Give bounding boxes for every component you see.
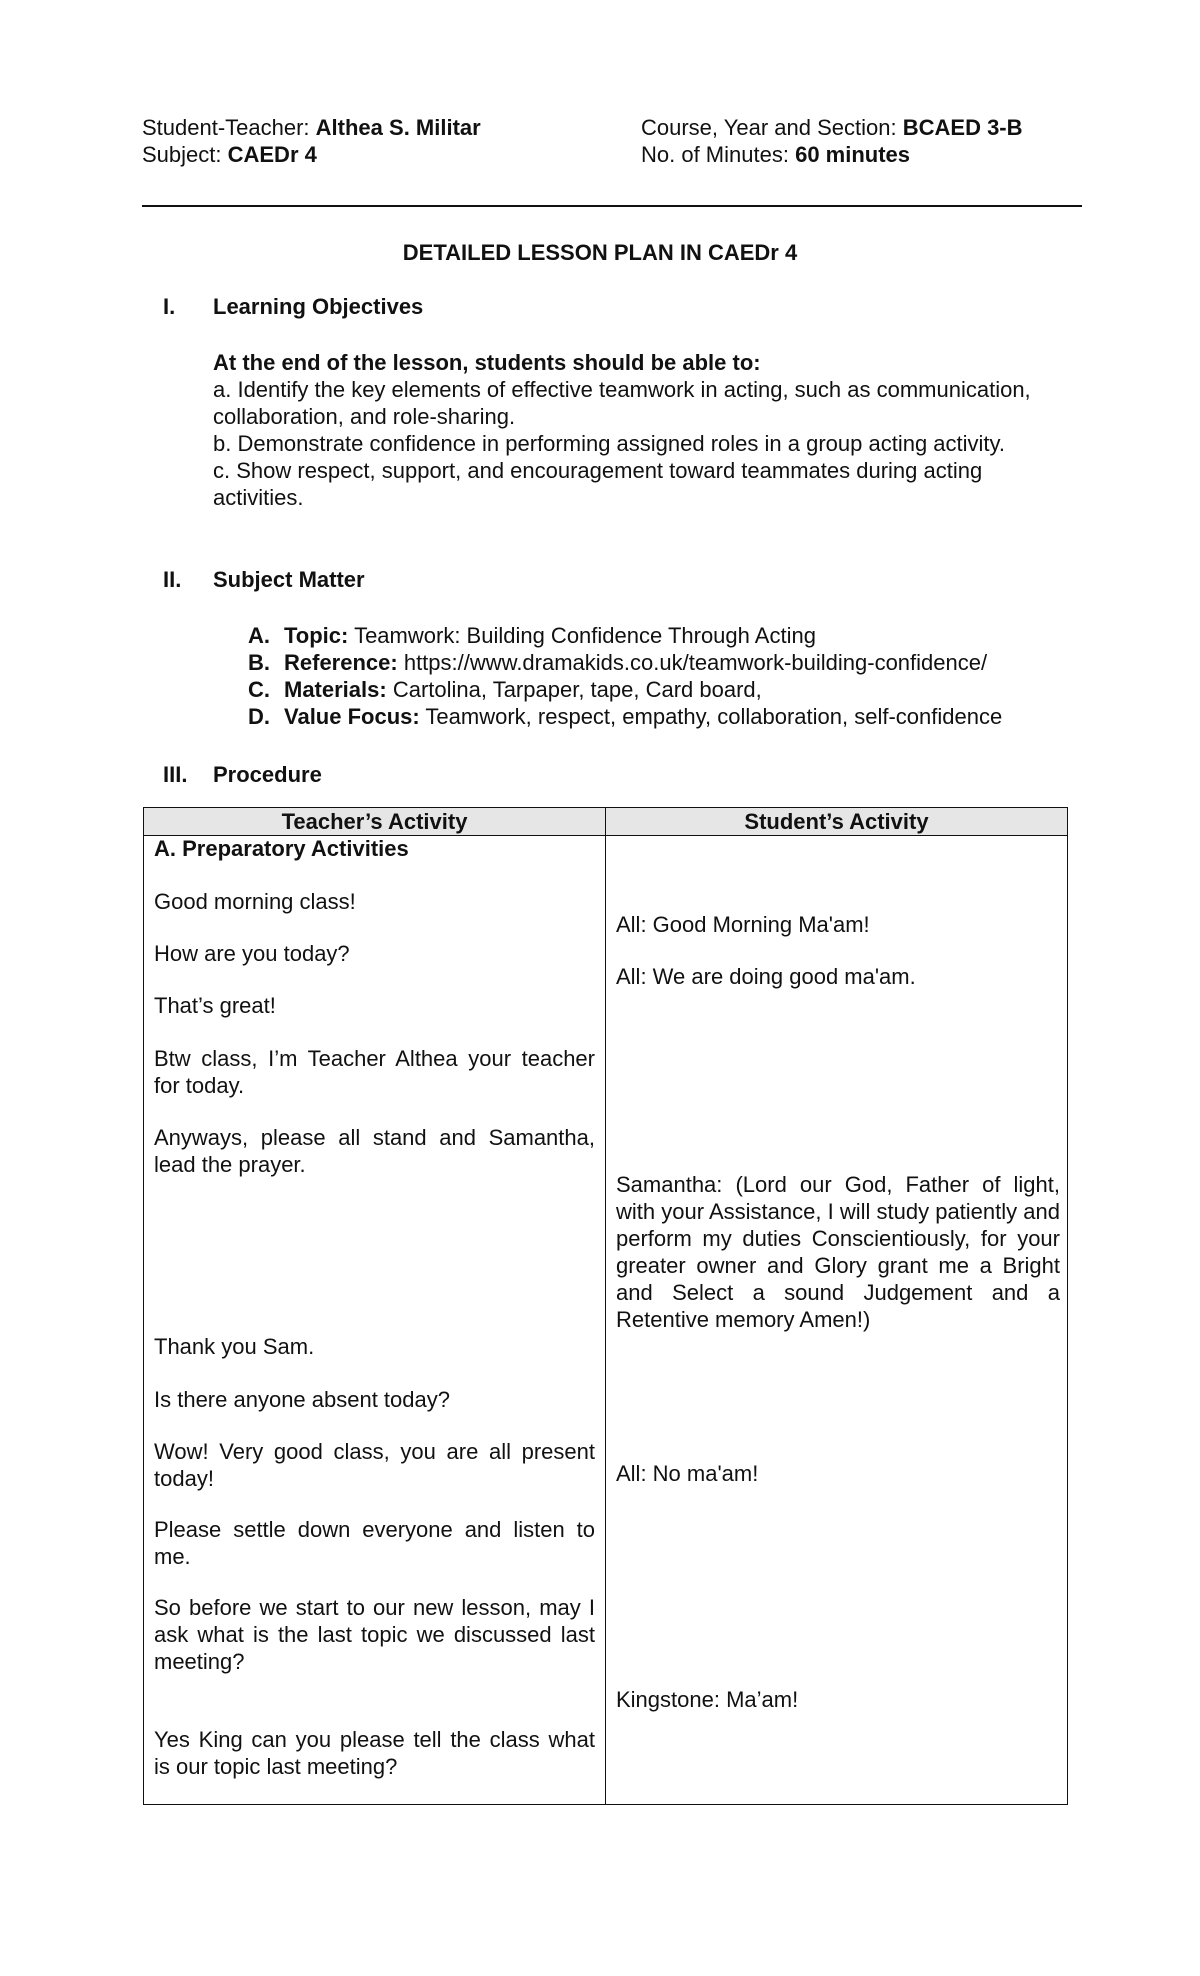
teacher-line: Btw class, I’m Teacher Althea your teacher for today. xyxy=(154,1046,595,1098)
teacher-line: Please settle down everyone and listen to me. xyxy=(154,1517,595,1569)
learning-objectives xyxy=(213,349,1063,511)
subject-matter-item xyxy=(248,676,1002,703)
item-label: Reference: xyxy=(284,650,398,675)
section-two-title: Subject Matter xyxy=(213,567,365,592)
teacher-activity-header: Teacher’s Activity xyxy=(144,808,606,836)
subject-value: CAEDr 4 xyxy=(227,142,317,167)
section-two-number: II. xyxy=(163,567,182,592)
procedure-table xyxy=(143,807,1068,1805)
subject-matter-list xyxy=(248,622,1002,730)
item-value: https://www.dramakids.co.uk/teamwork-building-confidence/ xyxy=(397,650,988,675)
objective-b: b. Demonstrate confidence in performing assigned roles in a group acting activity. xyxy=(213,431,1006,456)
student-line: All: Good Morning Ma'am! xyxy=(616,912,870,937)
section-three-title: Procedure xyxy=(213,762,322,787)
item-letter: C. xyxy=(248,677,270,702)
document-title: DETAILED LESSON PLAN IN CAEDr 4 xyxy=(402,240,798,265)
teacher-line: Wow! Very good class, you are all present today! xyxy=(154,1439,595,1491)
teacher-line: Is there anyone absent today? xyxy=(154,1387,450,1412)
objective-c: c. Show respect, support, and encouragement toward teammates during acting activities. xyxy=(213,458,983,510)
objectives-intro: At the end of the lesson, students should be able to: xyxy=(213,350,761,375)
teacher-line: So before we start to our new lesson, may I ask what is the last topic we discussed last meeting? xyxy=(154,1595,595,1674)
item-label: Topic: xyxy=(284,623,349,648)
course-label: Course, Year and Section: xyxy=(641,115,903,140)
teacher-line: Yes King can you please tell the class what is our topic last meeting? xyxy=(154,1727,595,1779)
section-one-title: Learning Objectives xyxy=(213,294,424,319)
subject-matter-item xyxy=(248,622,1002,649)
teacher-line: Thank you Sam. xyxy=(154,1334,315,1359)
subject-line xyxy=(142,141,317,168)
item-value: Teamwork, respect, empathy, collaboration, self-confidence xyxy=(419,704,1003,729)
course-line xyxy=(641,114,1023,141)
procedure-header-row xyxy=(144,808,1068,836)
item-value: Teamwork: Building Confidence Through Acting xyxy=(348,623,816,648)
teacher-line: That’s great! xyxy=(154,993,276,1018)
preparatory-heading: A. Preparatory Activities xyxy=(154,836,409,861)
minutes-value: 60 minutes xyxy=(795,142,911,167)
minutes-line xyxy=(641,141,910,168)
item-label: Value Focus: xyxy=(284,704,420,729)
student-teacher-label: Student-Teacher: xyxy=(142,115,316,140)
minutes-label: No. of Minutes: xyxy=(641,142,796,167)
student-line: Kingstone: Ma’am! xyxy=(616,1687,799,1712)
objective-a: a. Identify the key elements of effective teamwork in acting, such as communication, collaboration, and role-sharing. xyxy=(213,377,1031,429)
student-teacher-line xyxy=(142,114,481,141)
course-value: BCAED 3-B xyxy=(902,115,1023,140)
section-three-number: III. xyxy=(163,762,188,787)
teacher-line: How are you today? xyxy=(154,941,350,966)
student-prayer: Samantha: (Lord our God, Father of light, with your Assistance, I will study patiently and perform my duties Conscientiously, for your greater owner and Glory grant me a Bright and Select a sound Judgement and a Retentive memory Amen!) xyxy=(616,1172,1060,1332)
student-activity-header: Student’s Activity xyxy=(606,808,1068,836)
section-one-number: I. xyxy=(163,294,176,319)
student-line: All: We are doing good ma'am. xyxy=(616,964,916,989)
header-divider xyxy=(142,205,1082,207)
student-line: All: No ma'am! xyxy=(616,1461,759,1486)
item-value: Cartolina, Tarpaper, tape, Card board, xyxy=(386,677,762,702)
procedure-row xyxy=(144,836,1068,1805)
item-letter: B. xyxy=(248,650,270,675)
subject-matter-item xyxy=(248,649,1002,676)
item-label: Materials: xyxy=(284,677,387,702)
teacher-line: Good morning class! xyxy=(154,889,356,914)
student-activity-cell xyxy=(606,836,1068,1805)
item-letter: A. xyxy=(248,623,270,648)
item-letter: D. xyxy=(248,704,270,729)
teacher-line: Anyways, please all stand and Samantha, lead the prayer. xyxy=(154,1125,595,1177)
teacher-activity-cell xyxy=(144,836,606,1805)
subject-matter-item xyxy=(248,703,1002,730)
subject-label: Subject: xyxy=(142,142,228,167)
student-teacher-value: Althea S. Militar xyxy=(315,115,481,140)
